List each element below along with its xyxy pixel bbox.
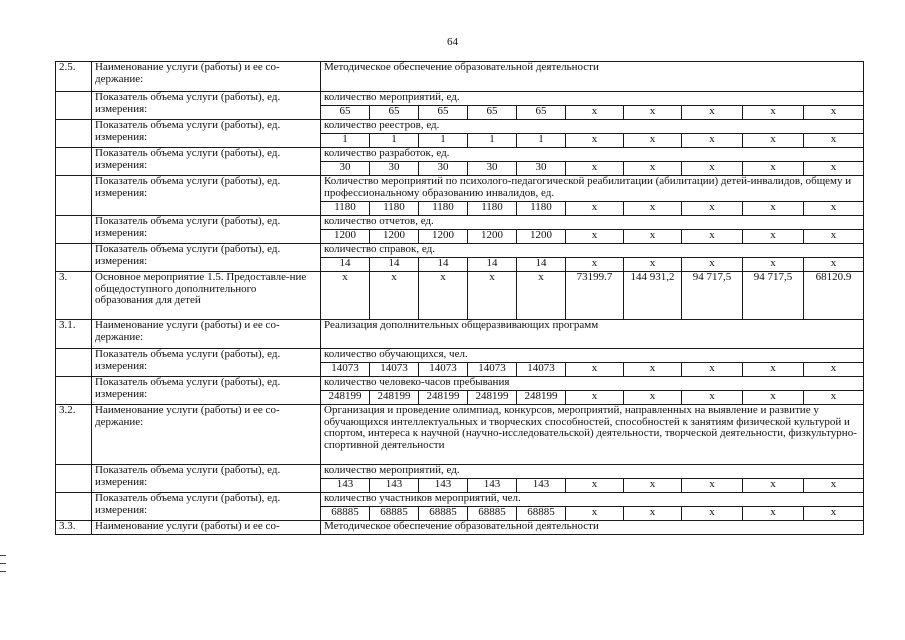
value-cell: x bbox=[566, 106, 624, 120]
value-cell: x bbox=[624, 479, 682, 493]
value-cell: 1180 bbox=[517, 202, 566, 216]
value-cell: x bbox=[624, 106, 682, 120]
indicator-unit: количество мероприятий, ед. bbox=[321, 92, 864, 106]
program-table bbox=[55, 61, 864, 535]
value-cell: 1180 bbox=[468, 202, 517, 216]
row-number bbox=[56, 377, 92, 405]
value-cell: 14073 bbox=[321, 363, 370, 377]
row-number: 3.1. bbox=[56, 320, 92, 349]
row-number: 2.5. bbox=[56, 62, 92, 92]
indicator-unit: количество человеко-часов пребывания bbox=[321, 377, 864, 391]
value-cell: x bbox=[804, 162, 864, 176]
value-cell: x bbox=[682, 202, 743, 216]
value-cell: x bbox=[370, 272, 419, 320]
value-cell: x bbox=[682, 230, 743, 244]
value-cell: x bbox=[624, 134, 682, 148]
value-cell: x bbox=[804, 258, 864, 272]
value-cell: 73199.7 bbox=[566, 272, 624, 320]
value-cell: x bbox=[566, 202, 624, 216]
value-cell: x bbox=[743, 507, 804, 521]
value-cell: x bbox=[682, 134, 743, 148]
value-cell: x bbox=[682, 507, 743, 521]
row-number bbox=[56, 148, 92, 176]
service-name: Организация и проведение олимпиад, конкурсов, мероприятий, направленных на выявление и развитие у обучающихся интеллектуальных и творческих способностей, способностей к занятиям физической культурой и спортом, интереса к научной (научно-исследовательской) деятельности, творческой деятельности, физкультурно-спортивной деятельности bbox=[321, 405, 864, 465]
value-cell: 14073 bbox=[468, 363, 517, 377]
value-cell: 1 bbox=[419, 134, 468, 148]
table-row bbox=[56, 272, 864, 320]
value-cell: x bbox=[566, 479, 624, 493]
value-cell: x bbox=[804, 507, 864, 521]
indicator-unit: количество мероприятий, ед. bbox=[321, 465, 864, 479]
value-cell: x bbox=[624, 391, 682, 405]
row-number bbox=[56, 493, 92, 521]
value-cell: 144 931,2 bbox=[624, 272, 682, 320]
value-cell: x bbox=[682, 162, 743, 176]
value-cell: 14 bbox=[321, 258, 370, 272]
value-cell: 14 bbox=[419, 258, 468, 272]
value-cell: 1200 bbox=[468, 230, 517, 244]
value-cell: 14 bbox=[468, 258, 517, 272]
value-cell: 65 bbox=[321, 106, 370, 120]
value-cell: x bbox=[743, 391, 804, 405]
table-row bbox=[56, 120, 864, 134]
table-row bbox=[56, 349, 864, 363]
value-cell: x bbox=[468, 272, 517, 320]
value-cell: 143 bbox=[321, 479, 370, 493]
value-cell: x bbox=[743, 106, 804, 120]
service-name: Методическое обеспечение образовательной деятельности bbox=[321, 521, 864, 535]
value-cell: 143 bbox=[370, 479, 419, 493]
value-cell: 1180 bbox=[419, 202, 468, 216]
indicator-unit: количество отчетов, ед. bbox=[321, 216, 864, 230]
value-cell: 1180 bbox=[321, 202, 370, 216]
value-cell: x bbox=[804, 479, 864, 493]
value-cell: x bbox=[624, 363, 682, 377]
value-cell: x bbox=[419, 272, 468, 320]
table-row bbox=[56, 493, 864, 507]
row-number bbox=[56, 349, 92, 377]
indicator-unit: Количество мероприятий по психолого-педагогической реабилитации (абилитации) детей-инвалидов, общему и профессиональному образованию инвалидов, ед. bbox=[321, 176, 864, 202]
value-cell: 248199 bbox=[468, 391, 517, 405]
value-cell: x bbox=[743, 230, 804, 244]
row-number bbox=[56, 120, 92, 148]
row-label: Показатель объема услуги (работы), ед. измерения: bbox=[92, 176, 321, 216]
row-label: Показатель объема услуги (работы), ед. измерения: bbox=[92, 377, 321, 405]
value-cell: x bbox=[624, 202, 682, 216]
value-cell: 248199 bbox=[370, 391, 419, 405]
value-cell: x bbox=[743, 363, 804, 377]
value-cell: 65 bbox=[370, 106, 419, 120]
row-number: 3.2. bbox=[56, 405, 92, 465]
value-cell: 68885 bbox=[321, 507, 370, 521]
row-label: Показатель объема услуги (работы), ед. измерения: bbox=[92, 493, 321, 521]
row-label: Наименование услуги (работы) и ее со-держание: bbox=[92, 320, 321, 349]
value-cell: x bbox=[804, 363, 864, 377]
value-cell: x bbox=[624, 258, 682, 272]
row-label: Показатель объема услуги (работы), ед. измерения: bbox=[92, 120, 321, 148]
value-cell: 1180 bbox=[370, 202, 419, 216]
value-cell: 143 bbox=[419, 479, 468, 493]
value-cell: x bbox=[566, 230, 624, 244]
value-cell: x bbox=[743, 202, 804, 216]
value-cell: 68885 bbox=[468, 507, 517, 521]
value-cell: x bbox=[804, 202, 864, 216]
table-row bbox=[56, 216, 864, 230]
row-label: Показатель объема услуги (работы), ед. измерения: bbox=[92, 465, 321, 493]
value-cell: 1 bbox=[468, 134, 517, 148]
indicator-unit: количество обучающихся, чел. bbox=[321, 349, 864, 363]
row-label: Показатель объема услуги (работы), ед. измерения: bbox=[92, 349, 321, 377]
value-cell: x bbox=[566, 363, 624, 377]
table-row bbox=[56, 62, 864, 92]
row-label: Наименование услуги (работы) и ее со-держание: bbox=[92, 62, 321, 92]
row-number bbox=[56, 216, 92, 244]
value-cell: x bbox=[804, 230, 864, 244]
value-cell: 143 bbox=[468, 479, 517, 493]
value-cell: x bbox=[804, 106, 864, 120]
indicator-unit: количество справок, ед. bbox=[321, 244, 864, 258]
value-cell: 14 bbox=[517, 258, 566, 272]
page-number: 64 bbox=[447, 36, 458, 48]
value-cell: 65 bbox=[517, 106, 566, 120]
value-cell: 65 bbox=[468, 106, 517, 120]
indicator-unit: количество разработок, ед. bbox=[321, 148, 864, 162]
value-cell: x bbox=[566, 258, 624, 272]
value-cell: x bbox=[804, 391, 864, 405]
row-number bbox=[56, 92, 92, 120]
row-number bbox=[56, 244, 92, 272]
row-label: Показатель объема услуги (работы), ед. измерения: bbox=[92, 216, 321, 244]
table-row bbox=[56, 405, 864, 465]
value-cell: 1 bbox=[370, 134, 419, 148]
value-cell: x bbox=[743, 479, 804, 493]
value-cell: x bbox=[804, 134, 864, 148]
value-cell: x bbox=[566, 507, 624, 521]
value-cell: x bbox=[624, 507, 682, 521]
table-row bbox=[56, 521, 864, 535]
value-cell: 248199 bbox=[419, 391, 468, 405]
table-row bbox=[56, 320, 864, 349]
table-row bbox=[56, 465, 864, 479]
value-cell: 30 bbox=[468, 162, 517, 176]
value-cell: 30 bbox=[321, 162, 370, 176]
value-cell: 1 bbox=[517, 134, 566, 148]
value-cell: 94 717,5 bbox=[682, 272, 743, 320]
row-number: 3.3. bbox=[56, 521, 92, 535]
value-cell: 30 bbox=[517, 162, 566, 176]
value-cell: 68885 bbox=[370, 507, 419, 521]
row-label: Наименование услуги (работы) и ее со- bbox=[92, 521, 321, 535]
value-cell: x bbox=[624, 230, 682, 244]
value-cell: x bbox=[743, 162, 804, 176]
value-cell: x bbox=[743, 258, 804, 272]
value-cell: 248199 bbox=[517, 391, 566, 405]
row-label: Показатель объема услуги (работы), ед. измерения: bbox=[92, 148, 321, 176]
value-cell: x bbox=[682, 106, 743, 120]
row-label: Показатель объема услуги (работы), ед. измерения: bbox=[92, 92, 321, 120]
value-cell: x bbox=[682, 391, 743, 405]
table-row bbox=[56, 176, 864, 202]
value-cell: x bbox=[566, 391, 624, 405]
value-cell: x bbox=[682, 363, 743, 377]
row-label: Показатель объема услуги (работы), ед. измерения: bbox=[92, 244, 321, 272]
row-number: 3. bbox=[56, 272, 92, 320]
value-cell: x bbox=[566, 134, 624, 148]
service-name: Реализация дополнительных общеразвивающих программ bbox=[321, 320, 864, 349]
row-label: Основное мероприятие 1.5. Предоставле-ние общедоступного дополнительного образования для детей bbox=[92, 272, 321, 320]
value-cell: 68885 bbox=[517, 507, 566, 521]
value-cell: 68885 bbox=[419, 507, 468, 521]
value-cell: 94 717,5 bbox=[743, 272, 804, 320]
value-cell: 1200 bbox=[419, 230, 468, 244]
value-cell: x bbox=[566, 162, 624, 176]
row-label: Наименование услуги (работы) и ее со-держание: bbox=[92, 405, 321, 465]
table-row bbox=[56, 92, 864, 106]
value-cell: 14073 bbox=[517, 363, 566, 377]
value-cell: 1200 bbox=[321, 230, 370, 244]
value-cell: x bbox=[682, 258, 743, 272]
service-name: Методическое обеспечение образовательной деятельности bbox=[321, 62, 864, 92]
table-row bbox=[56, 244, 864, 258]
value-cell: 1200 bbox=[517, 230, 566, 244]
indicator-unit: количество реестров, ед. bbox=[321, 120, 864, 134]
value-cell: 68120.9 bbox=[804, 272, 864, 320]
value-cell: x bbox=[624, 162, 682, 176]
value-cell: 14073 bbox=[419, 363, 468, 377]
value-cell: x bbox=[682, 479, 743, 493]
margin-marks bbox=[0, 555, 8, 585]
row-number bbox=[56, 176, 92, 216]
value-cell: x bbox=[321, 272, 370, 320]
table-row bbox=[56, 148, 864, 162]
value-cell: x bbox=[517, 272, 566, 320]
value-cell: 14 bbox=[370, 258, 419, 272]
row-number bbox=[56, 465, 92, 493]
value-cell: 143 bbox=[517, 479, 566, 493]
value-cell: 14073 bbox=[370, 363, 419, 377]
value-cell: 30 bbox=[370, 162, 419, 176]
value-cell: 30 bbox=[419, 162, 468, 176]
value-cell: 1200 bbox=[370, 230, 419, 244]
table-row bbox=[56, 377, 864, 391]
value-cell: 1 bbox=[321, 134, 370, 148]
value-cell: x bbox=[743, 134, 804, 148]
value-cell: 65 bbox=[419, 106, 468, 120]
value-cell: 248199 bbox=[321, 391, 370, 405]
indicator-unit: количество участников мероприятий, чел. bbox=[321, 493, 864, 507]
